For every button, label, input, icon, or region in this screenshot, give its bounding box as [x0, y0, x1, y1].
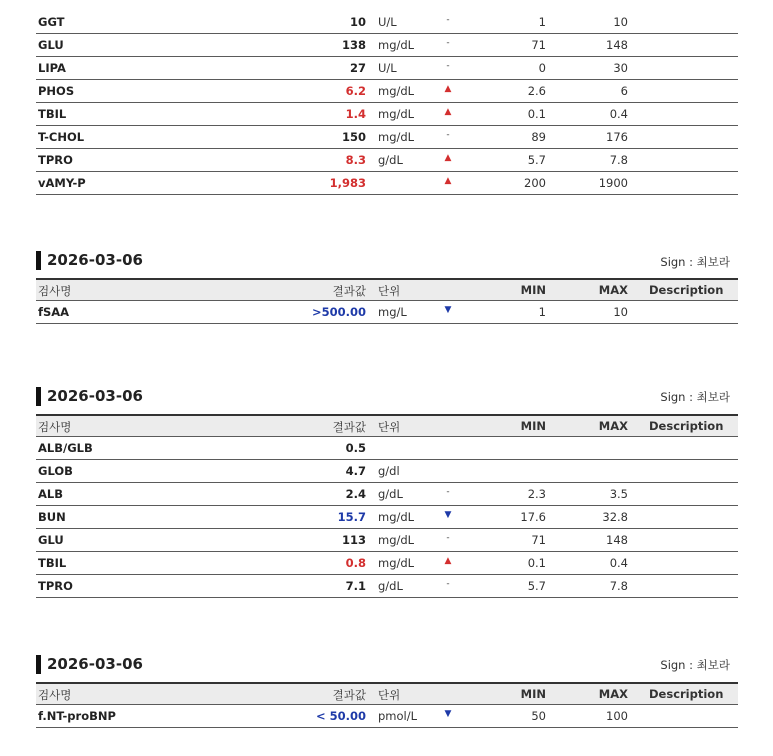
- result-value: 0.5: [345, 441, 366, 455]
- table-row: [36, 460, 738, 483]
- header-value: 결과값: [332, 688, 366, 702]
- min-value: 5.7: [527, 153, 546, 167]
- section-date-title: 2026-03-06: [36, 655, 143, 674]
- min-value: 50: [531, 709, 546, 723]
- min-value: 5.7: [527, 579, 546, 593]
- header-description: Description: [649, 419, 724, 433]
- table-row: [36, 172, 738, 195]
- max-value: 100: [606, 709, 628, 723]
- table-header-row: [36, 414, 738, 437]
- section-date-title: 2026-03-06: [36, 251, 143, 270]
- test-name: TPRO: [38, 579, 73, 593]
- normal-flag: -: [446, 579, 450, 589]
- table-row: [36, 575, 738, 598]
- test-name: f.NT-proBNP: [38, 709, 116, 723]
- header-unit: 단위: [378, 688, 401, 702]
- header-name: 검사명: [38, 420, 72, 434]
- table-row: [36, 149, 738, 172]
- min-value: 0: [538, 61, 546, 75]
- table-row: [36, 57, 738, 80]
- high-arrow-icon: ▲: [444, 107, 452, 117]
- header-min: MIN: [520, 419, 546, 433]
- test-name: T-CHOL: [38, 130, 85, 144]
- result-value: 2.4: [345, 487, 366, 501]
- table-row: [36, 552, 738, 575]
- test-name: TBIL: [38, 556, 67, 570]
- test-name: vAMY-P: [38, 176, 86, 190]
- header-unit: 단위: [378, 420, 401, 434]
- test-name: TPRO: [38, 153, 73, 167]
- max-value: 148: [606, 533, 628, 547]
- table-row: [36, 126, 738, 149]
- max-value: 32.8: [602, 510, 628, 524]
- max-value: 7.8: [609, 579, 628, 593]
- header-value: 결과값: [332, 420, 366, 434]
- test-name: LIPA: [38, 61, 66, 75]
- table-row: [36, 80, 738, 103]
- max-value: 10: [613, 305, 628, 319]
- table-row: [36, 529, 738, 552]
- sign-label: Sign : 최보라: [660, 658, 730, 672]
- unit: g/dL: [378, 487, 403, 501]
- result-value: 8.3: [345, 153, 366, 167]
- results-table-2: [36, 414, 738, 598]
- results-table-0: [36, 11, 738, 195]
- min-value: 1: [538, 15, 546, 29]
- sign-label: Sign : 최보라: [660, 390, 730, 404]
- result-value: 6.2: [345, 84, 366, 98]
- results-table-3: [36, 682, 738, 728]
- test-name: ALB: [38, 487, 63, 501]
- result-value: 1,983: [329, 176, 366, 190]
- test-name: TBIL: [38, 107, 67, 121]
- table-row: [36, 34, 738, 57]
- max-value: 176: [606, 130, 628, 144]
- max-value: 0.4: [609, 107, 628, 121]
- normal-flag: -: [446, 487, 450, 497]
- min-value: 200: [524, 176, 546, 190]
- unit: U/L: [378, 61, 397, 75]
- result-value: 0.8: [345, 556, 366, 570]
- result-value: 1.4: [345, 107, 366, 121]
- table-body: [36, 705, 738, 728]
- header-name: 검사명: [38, 284, 72, 298]
- header-max: MAX: [598, 283, 628, 297]
- table-row: [36, 301, 738, 324]
- header-unit: 단위: [378, 284, 401, 298]
- min-value: 0.1: [527, 556, 546, 570]
- test-name: ALB/GLB: [38, 441, 93, 455]
- unit: pmol/L: [378, 709, 418, 723]
- min-value: 71: [531, 38, 546, 52]
- unit: U/L: [378, 15, 397, 29]
- result-value: 138: [341, 38, 366, 52]
- result-value: 113: [341, 533, 366, 547]
- high-arrow-icon: ▲: [444, 153, 452, 163]
- sign-label: Sign : 최보라: [660, 255, 730, 269]
- test-name: GLU: [38, 38, 64, 52]
- low-arrow-icon: ▼: [444, 709, 452, 719]
- normal-flag: -: [446, 130, 450, 140]
- result-value: >500.00: [311, 305, 366, 319]
- low-arrow-icon: ▼: [444, 510, 452, 520]
- unit: mg/dL: [378, 107, 415, 121]
- table-row: [36, 483, 738, 506]
- unit: mg/dL: [378, 84, 415, 98]
- normal-flag: -: [446, 15, 450, 25]
- min-value: 2.6: [527, 84, 546, 98]
- max-value: 10: [613, 15, 628, 29]
- table-body: [36, 301, 738, 324]
- table-row: [36, 506, 738, 529]
- max-value: 7.8: [609, 153, 628, 167]
- test-name: GLOB: [38, 464, 73, 478]
- test-name: BUN: [38, 510, 66, 524]
- result-value: < 50.00: [315, 709, 366, 723]
- min-value: 71: [531, 533, 546, 547]
- unit: g/dL: [378, 579, 403, 593]
- header-name: 검사명: [38, 688, 72, 702]
- unit: mg/dL: [378, 38, 415, 52]
- normal-flag: -: [446, 533, 450, 543]
- unit: mg/dL: [378, 510, 415, 524]
- min-value: 2.3: [527, 487, 546, 501]
- unit: g/dL: [378, 153, 403, 167]
- header-description: Description: [649, 687, 724, 701]
- max-value: 148: [606, 38, 628, 52]
- max-value: 0.4: [609, 556, 628, 570]
- max-value: 6: [620, 84, 628, 98]
- header-max: MAX: [598, 419, 628, 433]
- header-value: 결과값: [332, 284, 366, 298]
- result-value: 4.7: [345, 464, 366, 478]
- result-value: 27: [349, 61, 366, 75]
- max-value: 1900: [598, 176, 628, 190]
- test-name: PHOS: [38, 84, 75, 98]
- normal-flag: -: [446, 61, 450, 71]
- high-arrow-icon: ▲: [444, 84, 452, 94]
- table-row: [36, 11, 738, 34]
- high-arrow-icon: ▲: [444, 556, 452, 566]
- unit: mg/dL: [378, 130, 415, 144]
- result-value: 10: [349, 15, 366, 29]
- table-row: [36, 705, 738, 728]
- test-name: GGT: [38, 15, 65, 29]
- result-value: 15.7: [337, 510, 366, 524]
- test-name: fSAA: [38, 305, 70, 319]
- max-value: 3.5: [609, 487, 628, 501]
- header-min: MIN: [520, 687, 546, 701]
- unit: mg/dL: [378, 533, 415, 547]
- table-row: [36, 437, 738, 460]
- max-value: 30: [613, 61, 628, 75]
- table-body: [36, 11, 738, 195]
- high-arrow-icon: ▲: [444, 176, 452, 186]
- min-value: 0.1: [527, 107, 546, 121]
- unit: mg/L: [378, 305, 407, 319]
- min-value: 17.6: [520, 510, 546, 524]
- table-header-row: [36, 278, 738, 301]
- unit: g/dl: [378, 464, 400, 478]
- min-value: 1: [538, 305, 546, 319]
- table-header-row: [36, 682, 738, 705]
- header-description: Description: [649, 283, 724, 297]
- min-value: 89: [531, 130, 546, 144]
- result-value: 7.1: [345, 579, 366, 593]
- table-row: [36, 103, 738, 126]
- table-body: [36, 437, 738, 598]
- low-arrow-icon: ▼: [444, 305, 452, 315]
- header-min: MIN: [520, 283, 546, 297]
- results-table-1: [36, 278, 738, 324]
- unit: mg/dL: [378, 556, 415, 570]
- section-date-title: 2026-03-06: [36, 387, 143, 406]
- normal-flag: -: [446, 38, 450, 48]
- result-value: 150: [341, 130, 366, 144]
- header-max: MAX: [598, 687, 628, 701]
- test-name: GLU: [38, 533, 64, 547]
